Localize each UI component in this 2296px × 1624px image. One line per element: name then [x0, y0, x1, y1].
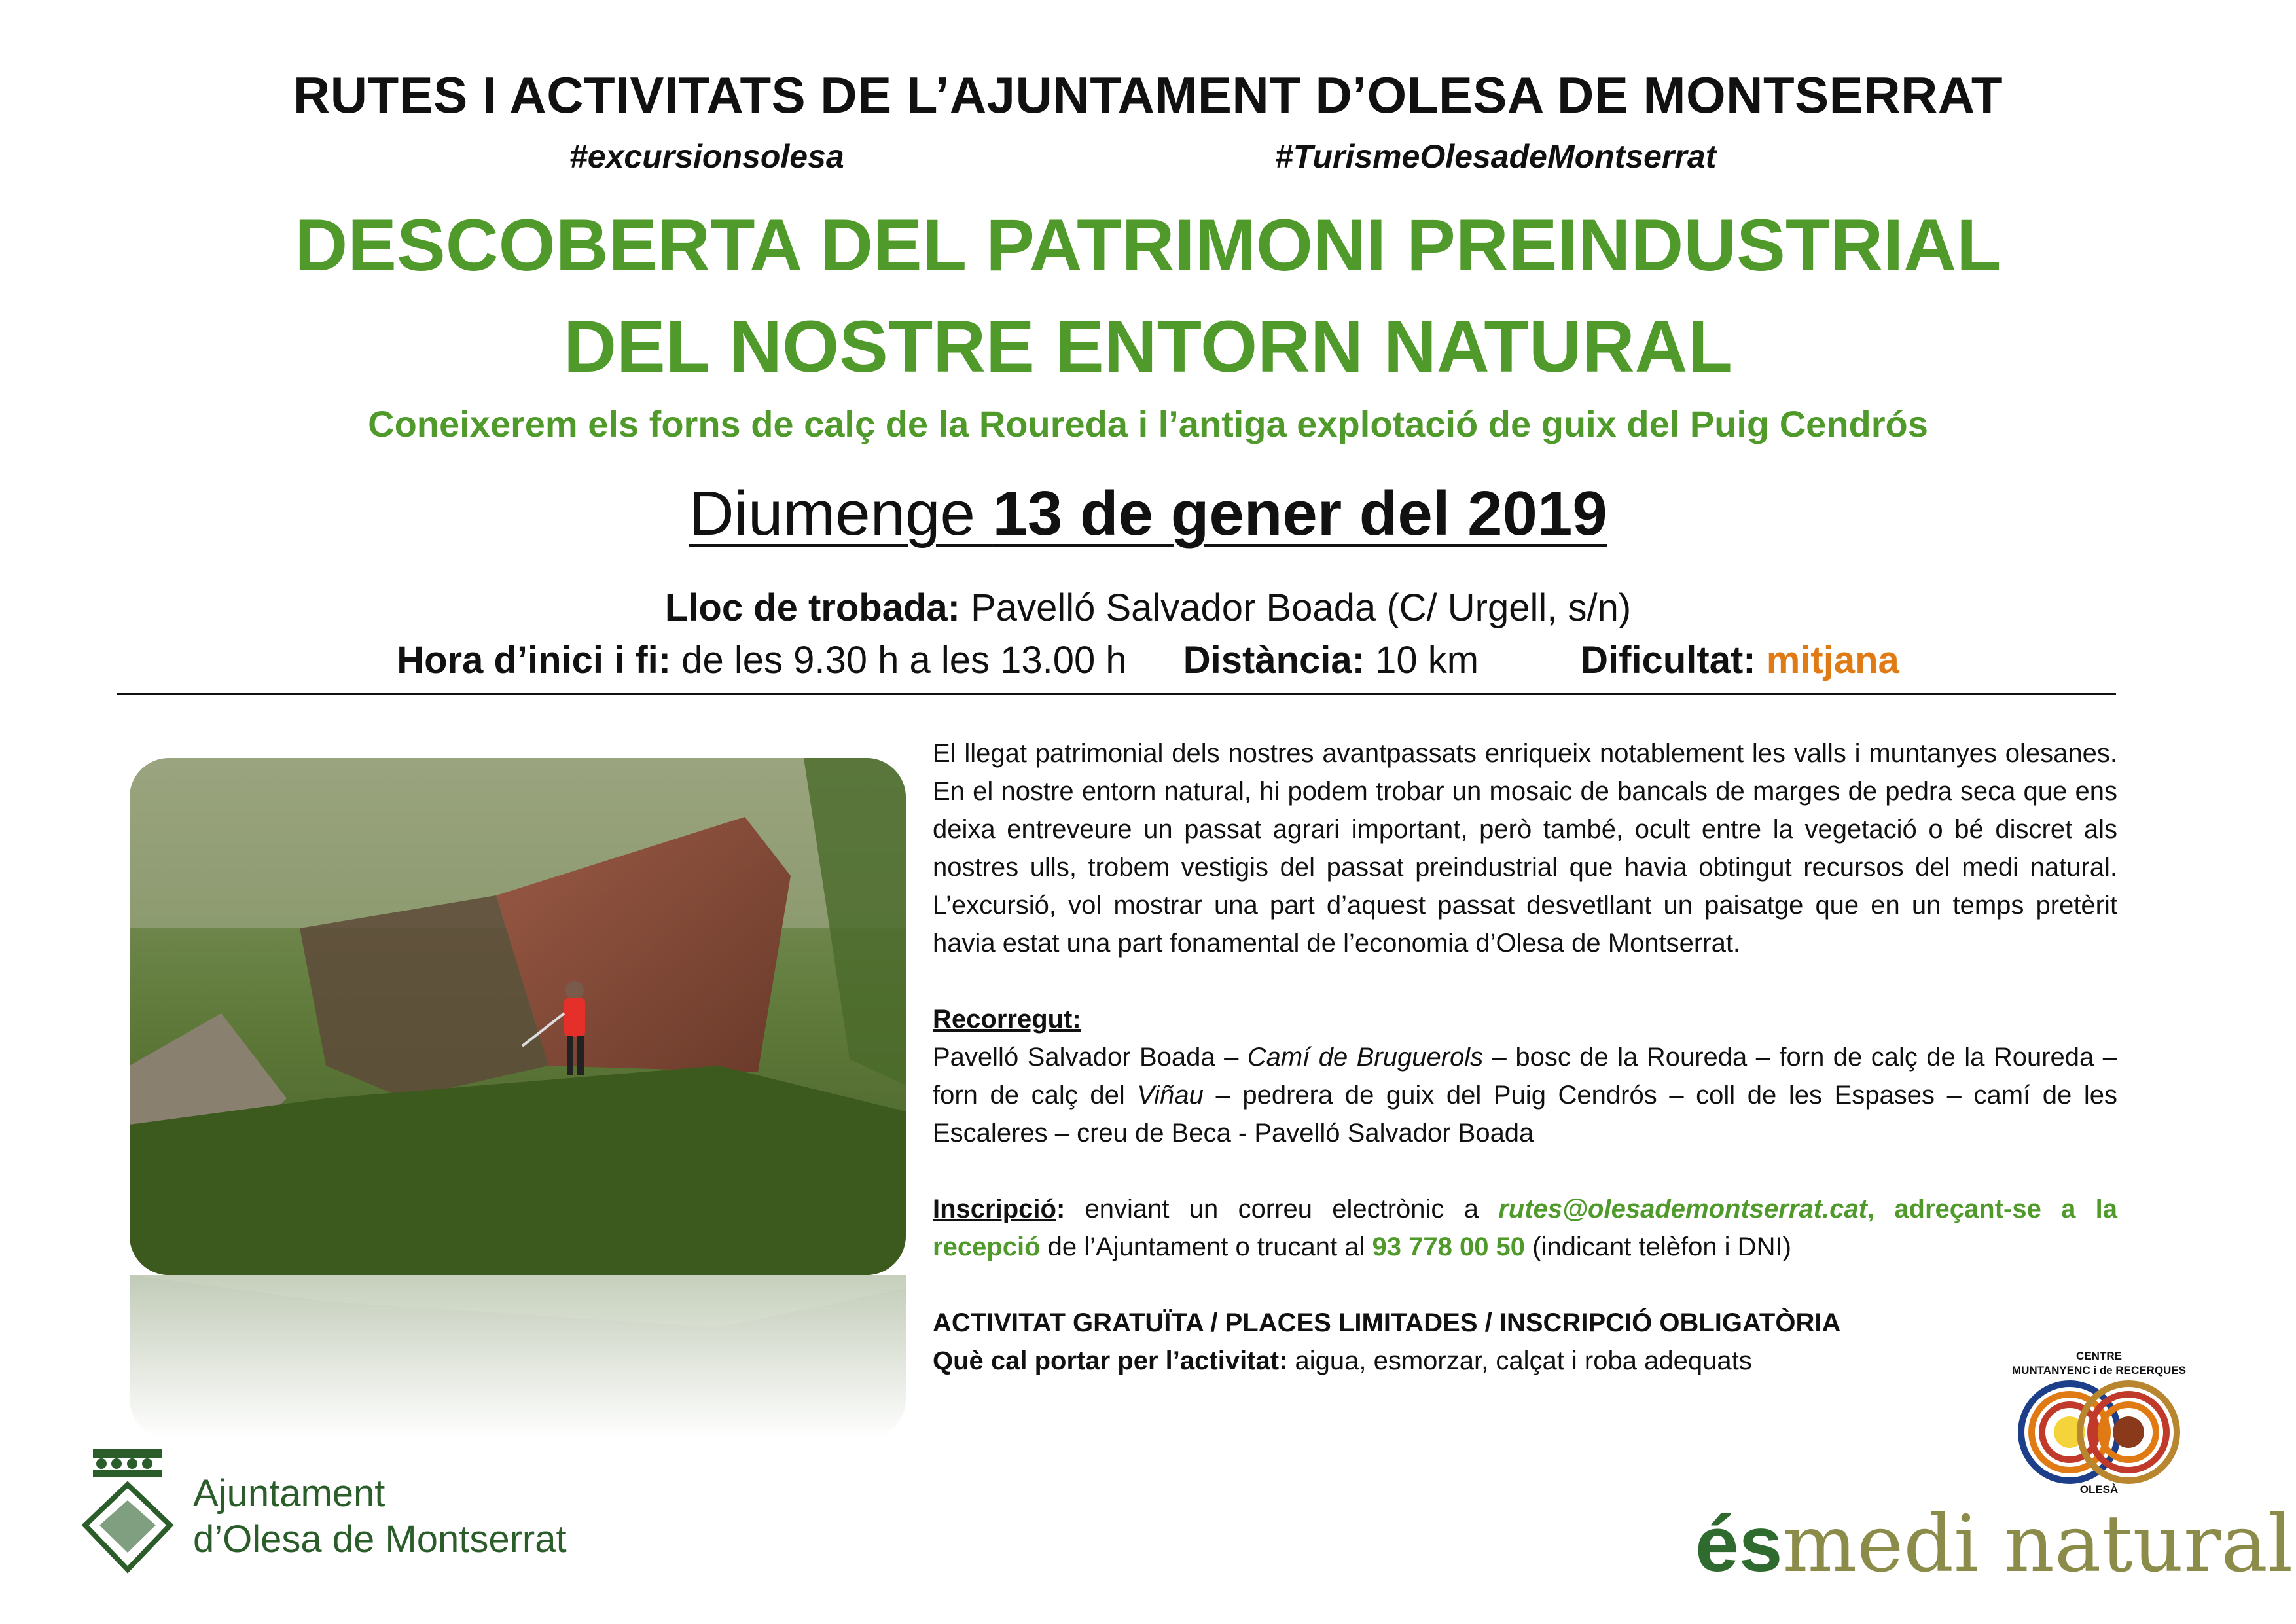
- es-medi-natural-logo: [1695, 1499, 2293, 1590]
- meeting-label: Lloc de trobada:: [664, 586, 960, 629]
- hashtag-excursions: #excursionsolesa: [569, 138, 844, 175]
- signup-heading: Inscripció: [933, 1195, 1056, 1223]
- main-title-line2: DEL NOSTRE ENTORN NATURAL: [564, 306, 1732, 388]
- hashtag-tourism: #TurismeOlesadeMontserrat: [1275, 138, 1717, 175]
- divider: [117, 693, 2116, 695]
- event-date: [0, 478, 2296, 550]
- organizer-title: RUTES I ACTIVITATS DE L’AJUNTAMENT D’OLESA DE MONTSERRAT: [293, 66, 2003, 124]
- intro-paragraph: El llegat patrimonial dels nostres avantpassats enriqueix notablement les valls i muntanyes olesanes. En el nostre entorn natural, hi podem trobar un mosaic de bancals de marges de pedra seca que ens deixa entreveure un passat agrari important, però també, ocult entre la vegetació o bé discret als nostres ulls, trobem vestigis del passat preindustrial que havia obtingut recursos del medi natural. L’excursió, vol mostrar una part d’aquest passat desvetllant un paisatge que en un temps pretèrit havia estat una part fonamental de l’economia d’Olesa de Montserrat.: [933, 739, 2117, 958]
- event-details: [0, 638, 2296, 682]
- coat-of-arms-icon: [79, 1447, 177, 1578]
- meeting-value: Pavelló Salvador Boada (C/ Urgell, s/n): [971, 586, 1632, 629]
- free-activity-notice: ACTIVITAT GRATUÏTA / PLACES LIMITADES / INSCRIPCIÓ OBLIGATÒRIA: [933, 1308, 1841, 1337]
- main-title-line1: DESCOBERTA DEL PATRIMONI PREINDUSTRIAL: [295, 204, 2001, 286]
- difficulty-label: Dificultat:: [1581, 639, 1756, 681]
- what-to-bring: Què cal portar per l’activitat: aigua, esmorzar, calçat i roba adequats: [933, 1346, 1752, 1375]
- photo-reflection: [130, 1275, 906, 1439]
- event-day: Diumenge: [689, 478, 975, 549]
- route-heading: Recorregut:: [933, 1005, 1081, 1034]
- ajuntament-name-line2: d’Olesa de Montserrat: [193, 1518, 567, 1561]
- medi-natural-word: medi natural: [1782, 1499, 2293, 1590]
- meeting-point: [0, 586, 2296, 630]
- distance-label: Distància:: [1183, 639, 1365, 681]
- ajuntament-name-line1: Ajuntament: [193, 1472, 386, 1515]
- es-word: és: [1695, 1500, 1783, 1588]
- signup-text: Inscripció: enviant un correu electrònic a rutes@olesademontserrat.cat, adreçant-se a la recepció de l’Ajuntament o trucant al 93 778 00 50 (indicant telèfon i DNI): [933, 1195, 2117, 1261]
- rings-emblem-icon: [2017, 1380, 2181, 1485]
- signup-phone[interactable]: 93 778 00 50: [1372, 1233, 1526, 1261]
- subtitle: Coneixerem els forns de calç de la Roureda i l’antiga explotació de guix del Puig Cendrós: [368, 403, 1928, 444]
- signup-email-link[interactable]: rutes@olesademontserrat.cat: [1498, 1195, 1867, 1223]
- route-text: Pavelló Salvador Boada – Camí de Bruguerols – bosc de la Roureda – forn de calç de la Roureda – forn de calç del Viñau – pedrera de guix del Puig Cendrós – coll de les Espases – camí de les Escaleres – creu de Beca - Pavelló Salvador Boada: [933, 1043, 2117, 1147]
- landscape-photo: [130, 758, 906, 1275]
- distance-value: 10 km: [1375, 639, 1479, 681]
- event-date-value: 13 de gener del 2019: [992, 478, 1607, 549]
- centre-muntanyenc-logo: CENTRE MUNTANYENC i de RECERQUES OLESÀ: [1998, 1321, 2200, 1502]
- difficulty-value: mitjana: [1766, 639, 1899, 681]
- time-label: Hora d’inici i fi:: [397, 639, 672, 681]
- description-column: [933, 734, 2117, 1380]
- time-value: de les 9.30 h a les 13.00 h: [681, 639, 1127, 681]
- ajuntament-logo: [79, 1447, 576, 1578]
